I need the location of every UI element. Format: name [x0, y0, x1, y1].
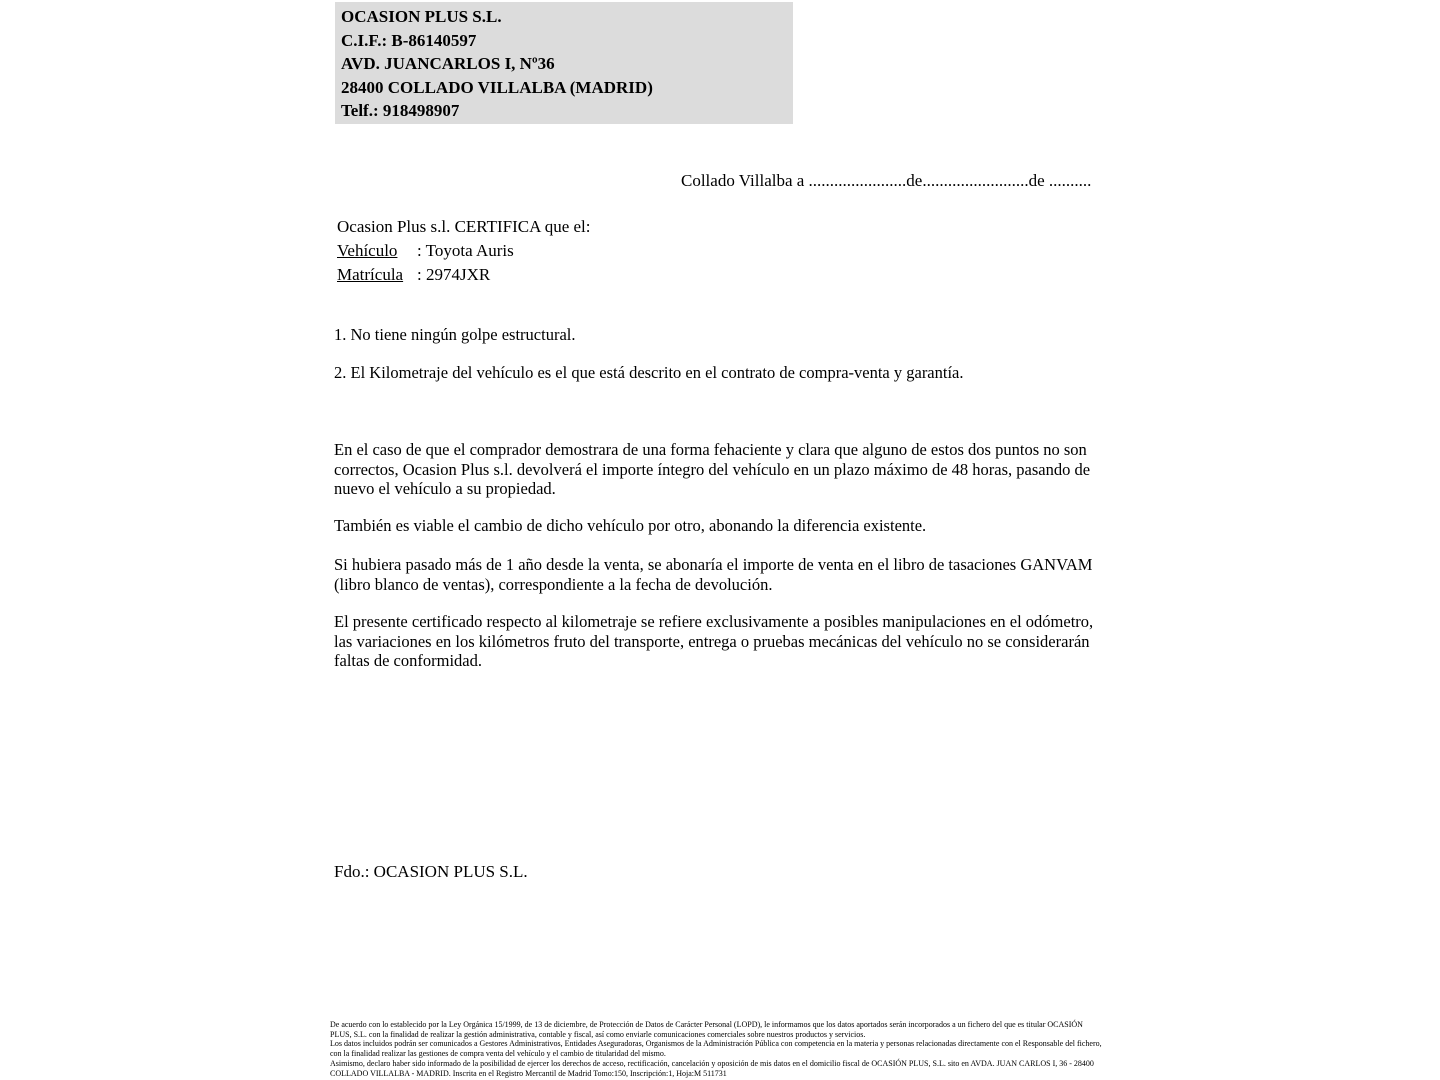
- legal-paragraph-1: De acuerdo con lo establecido por la Ley Orgánica 15/1999, de 13 de diciembre, de Protección de Datos de Carácter Personal (LOPD), le informamos que los datos aportados serán incorporados a un fichero del que es titular OCASIÓN PLUS, S.L. con la finalidad de realizar la gestión administrativa, contable y fiscal, así como enviarle comunicaciones comerciales sobre nuestros productos y servicios.: [330, 1020, 1083, 1039]
- company-city: 28400 COLLADO VILLALBA (MADRID): [341, 77, 653, 97]
- company-address: AVD. JUANCARLOS I, Nº36: [341, 54, 555, 73]
- paragraph-odometer: El presente certificado respecto al kilometraje se refiere exclusivamente a posibles manipulaciones en el odómetro, las variaciones en los kilómetros fruto del transporte, entrega o pruebas mecánicas del vehículo no se considerarán faltas de conformidad.: [334, 612, 1094, 670]
- plate-value: : 2974JXR: [417, 265, 491, 284]
- paragraph-ganvam: Si hubiera pasado más de 1 año desde la venta, se abonaría el importe de venta en el libro de tasaciones GANVAM (libro blanco de ventas), correspondiente a la fecha de devolución.: [334, 555, 1093, 594]
- certify-block: [337, 215, 591, 287]
- paragraph-exchange: También es viable el cambio de dicho vehículo por otro, abonando la diferencia existente.: [334, 516, 927, 535]
- legal-paragraph-2: Los datos incluidos podrán ser comunicados a Gestores Administrativos, Entidades Aseguradoras, Organismos de la Administración Pública con competencia en la materia y personas relacionadas directamente con el Responsable del fichero, con la finalidad realizar las gestiones de compra venta del vehículo y el cambio de titularidad del mismo.: [330, 1039, 1102, 1059]
- certify-point-1: 1. No tiene ningún golpe estructural.: [334, 325, 576, 344]
- plate-row: [337, 263, 591, 287]
- vehicle-label: Vehículo: [337, 241, 398, 260]
- vehicle-row: [337, 239, 591, 263]
- company-header: [335, 2, 793, 124]
- legal-footer: [330, 1020, 1102, 1078]
- certify-point-2: 2. El Kilometraje del vehículo es el que está descrito en el contrato de compra-venta y garantía.: [334, 363, 964, 382]
- date-line: Collado Villalba a .......................de.........................de ..........: [681, 171, 1092, 190]
- company-phone: Telf.: 918498907: [341, 101, 460, 120]
- company-name: OCASION PLUS S.L.: [341, 7, 502, 26]
- signature-line: Fdo.: OCASION PLUS S.L.: [334, 862, 528, 881]
- legal-paragraph-3: Asimismo, declaro haber sido informado de la posibilidad de ejercer los derechos de acceso, rectificación, cancelación y oposición de mis datos en el domicilio fiscal de OCASIÓN PLUS, S.L. sito en AVDA. JUAN CARLOS I, 36 - 28400 COLLADO VILLALBA - MADRID. Inscrita en el Registro Mercantil de Madrid Tomo:150, Inscripción:1, Hoja:M 511731: [330, 1058, 1094, 1078]
- plate-label: Matrícula: [337, 265, 404, 284]
- vehicle-value: : Toyota Auris: [417, 241, 514, 260]
- paragraph-refund: En el caso de que el comprador demostrara de una forma fehaciente y clara que alguno de estos dos puntos no son correctos, Ocasion Plus s.l. devolverá el importe íntegro del vehículo en un plazo máximo de 48 horas, pasando de nuevo el vehículo a su propiedad.: [334, 440, 1091, 498]
- company-cif: C.I.F.: B-86140597: [341, 30, 477, 50]
- certify-intro: Ocasion Plus s.l. CERTIFICA que el:: [337, 217, 591, 236]
